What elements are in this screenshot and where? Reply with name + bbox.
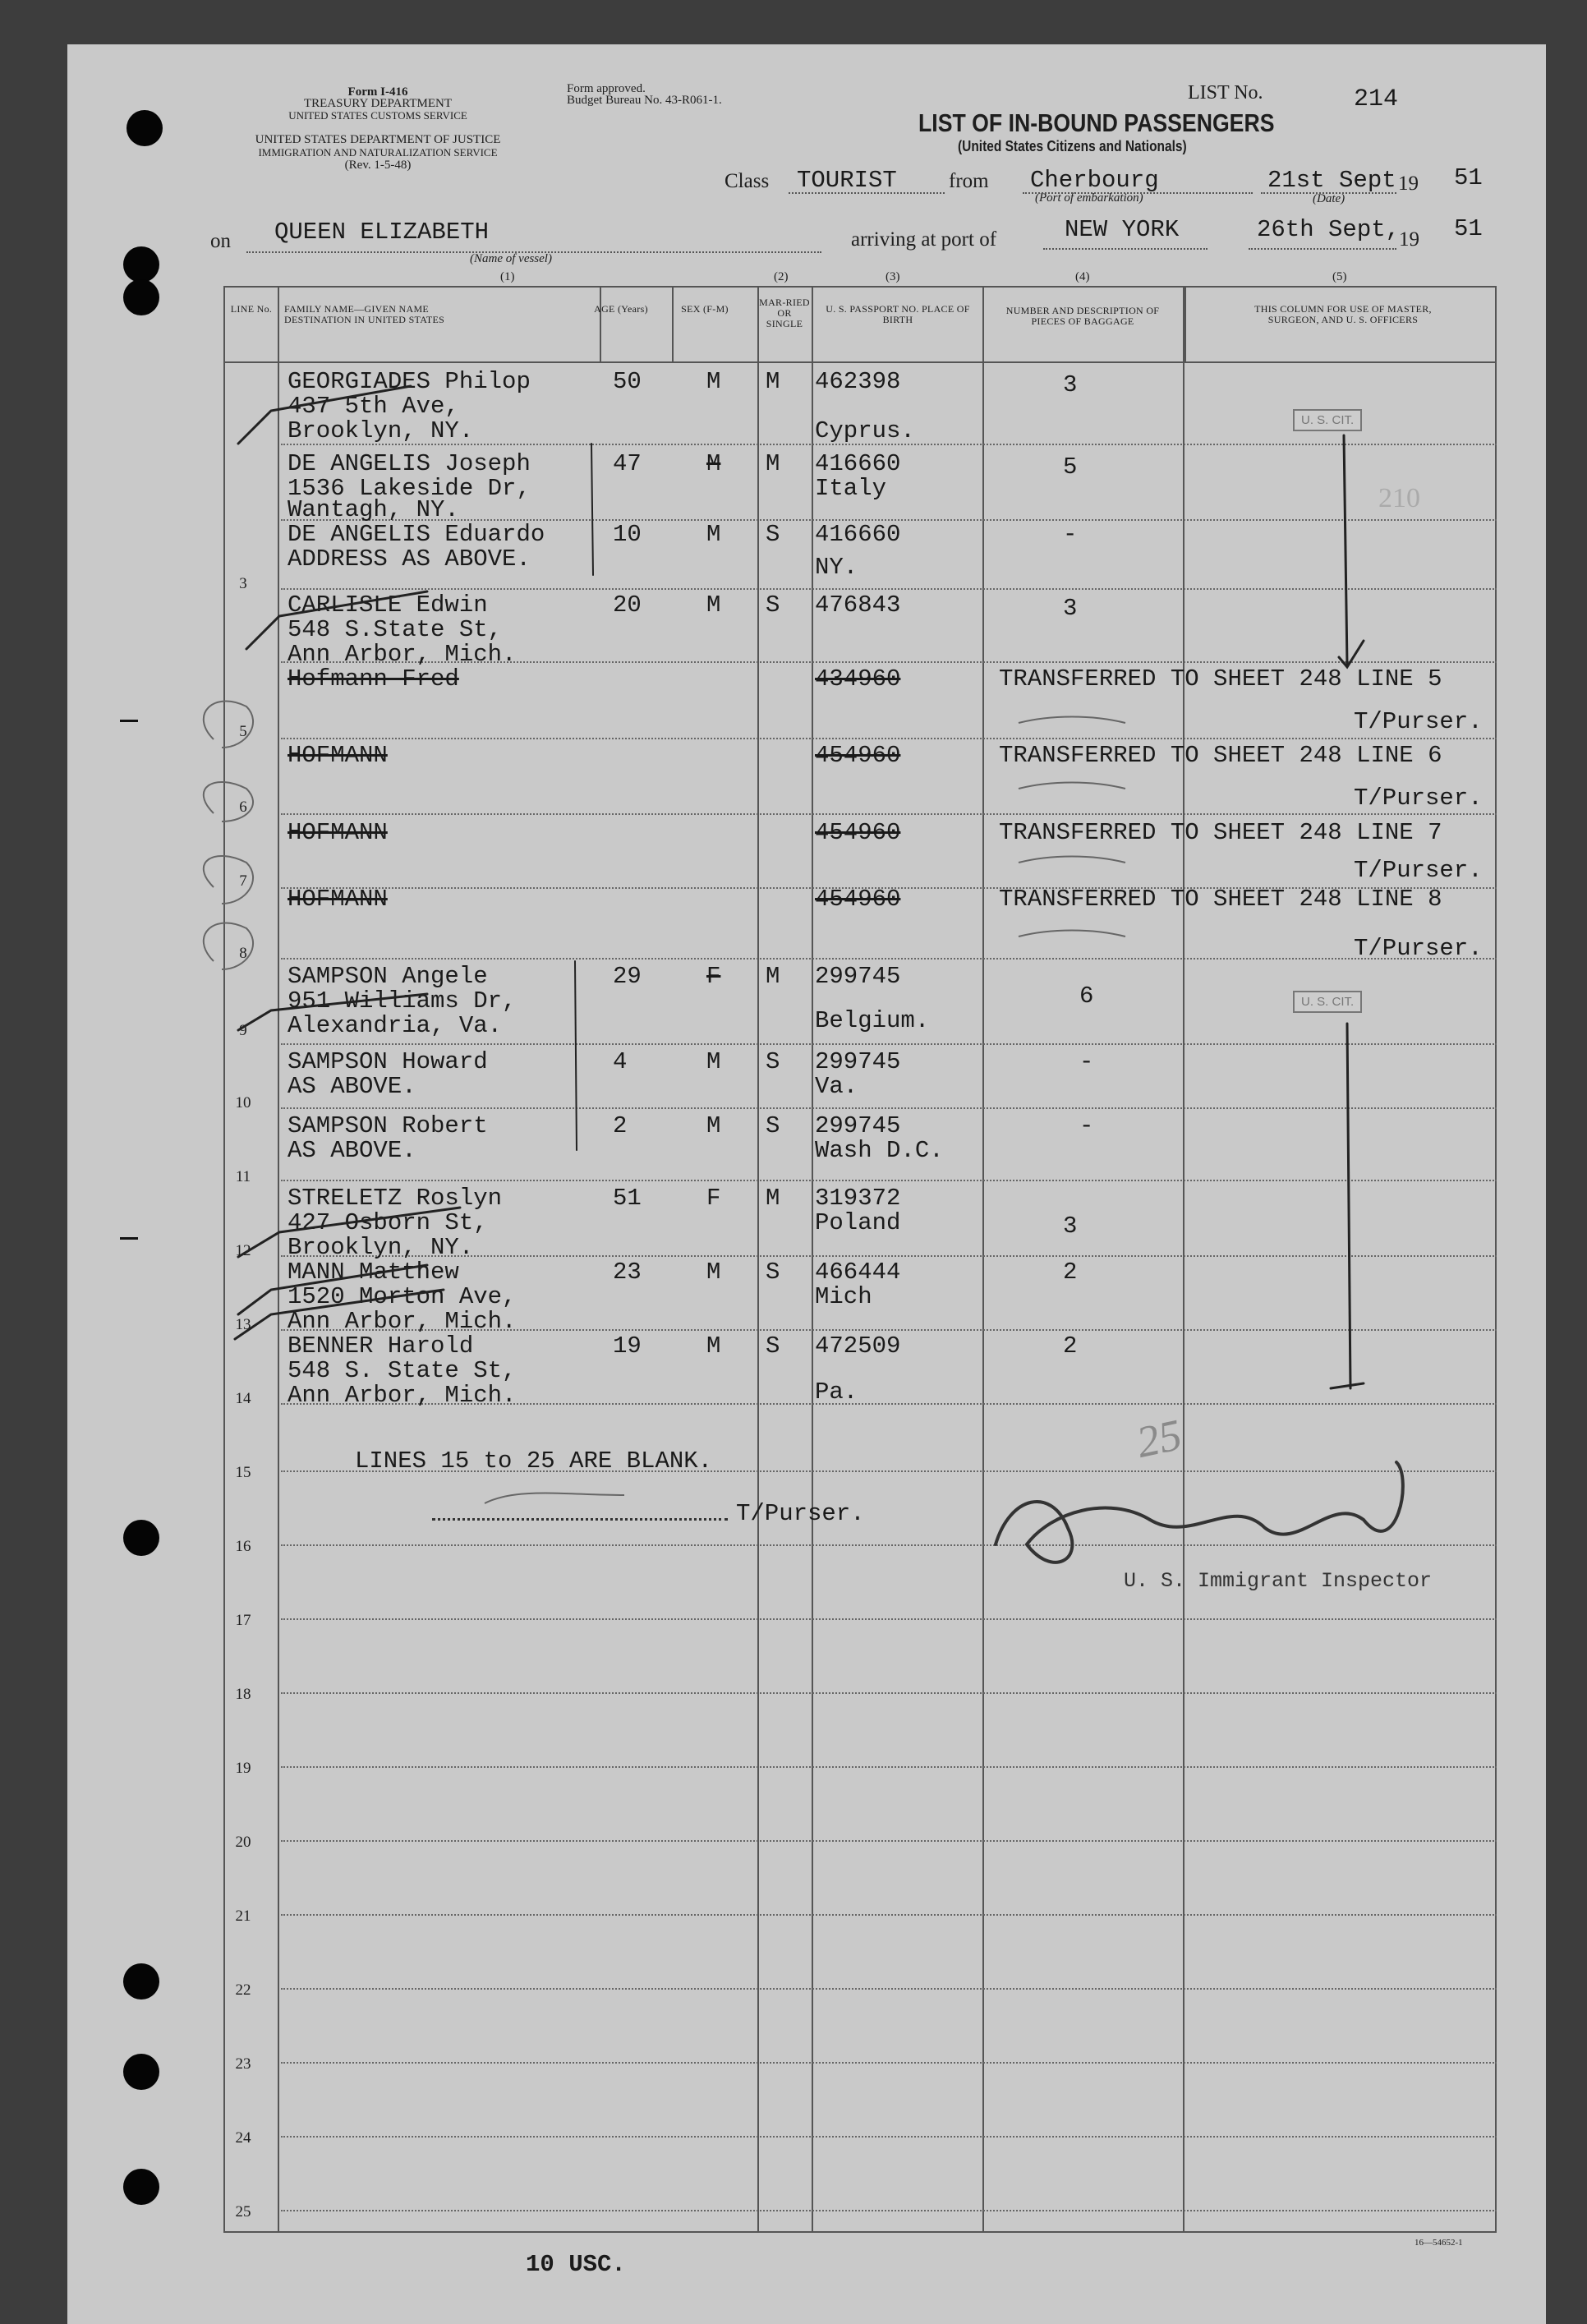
line-number: 23 <box>235 2055 251 2073</box>
passenger-address: Alexandria, Va. <box>288 1012 503 1039</box>
arrive-date: 26th Sept, <box>1257 216 1401 243</box>
arrival-port: NEW YORK <box>1065 216 1180 243</box>
passenger-address: 951 Williams Dr, <box>288 987 517 1015</box>
baggage-count: 5 <box>1063 453 1078 481</box>
on-label: on <box>210 230 231 252</box>
revision: (Rev. 1-5-48) <box>344 159 412 172</box>
form-approved: Form approved. <box>567 82 646 95</box>
passenger-name: Hofmann Fred <box>288 665 459 693</box>
print-code: 16—54652-1 <box>1414 2238 1463 2248</box>
line-number: 21 <box>235 1908 251 1925</box>
justice-dept: UNITED STATES DEPARTMENT OF JUSTICE <box>255 133 501 146</box>
line-number: 11 <box>235 1168 251 1185</box>
passenger-age: 19 <box>613 1332 642 1360</box>
depart-date: 21st Sept <box>1267 167 1396 194</box>
line-number: 9 <box>239 1022 247 1039</box>
passenger-sex: M <box>706 1048 721 1075</box>
list-no-label: LIST No. <box>1188 82 1263 104</box>
passenger-name: DE ANGELIS Eduardo <box>288 521 545 548</box>
passenger-age: 51 <box>613 1185 642 1212</box>
col-num-4: (4) <box>1075 270 1090 283</box>
handwritten-note: 25 <box>1132 1410 1186 1467</box>
embark-port: Cherbourg <box>1030 167 1159 194</box>
col-num-5: (5) <box>1332 270 1347 283</box>
treasury-dept: TREASURY DEPARTMENT <box>303 97 453 110</box>
passenger-age: 4 <box>613 1048 628 1075</box>
purser-signoff: T/Purser. <box>736 1500 865 1527</box>
depart-year: 51 <box>1454 164 1483 191</box>
col-header-name: FAMILY NAME—GIVEN NAME DESTINATION IN UNITED STATES <box>284 303 445 325</box>
passenger-address: 548 S. State St, <box>288 1357 517 1384</box>
passenger-sex: F <box>706 1185 721 1212</box>
baggage-count: 6 <box>1079 983 1094 1010</box>
line-number: 16 <box>235 1538 251 1555</box>
vessel-caption: (Name of vessel) <box>470 252 552 265</box>
passenger-address: Ann Arbor, Mich. <box>288 641 517 668</box>
passenger-age: 10 <box>613 521 642 548</box>
passenger-age: 23 <box>613 1259 642 1286</box>
passport-number: 472509 <box>815 1332 901 1360</box>
col-num-2: (2) <box>774 270 789 283</box>
customs-service: UNITED STATES CUSTOMS SERVICE <box>288 109 467 122</box>
col-header-line-no: LINE No. <box>230 303 273 315</box>
passenger-sex: M <box>706 450 721 477</box>
date-caption: (Date) <box>1313 192 1346 205</box>
baggage-count: 3 <box>1063 595 1078 622</box>
passenger-marital: S <box>766 591 780 619</box>
arriving-label: arriving at port of <box>851 228 997 251</box>
passenger-address: AS ABOVE. <box>288 1137 416 1164</box>
vessel-name: QUEEN ELIZABETH <box>274 219 490 246</box>
col-header-sex: SEX (F-M) <box>681 303 729 315</box>
passenger-name: HOFMANN <box>288 819 388 846</box>
col-header-baggage: NUMBER AND DESCRIPTION OF PIECES OF BAGGAGE <box>1005 305 1160 327</box>
passenger-sex: M <box>706 1259 721 1286</box>
passport-number: 466444 <box>815 1259 901 1286</box>
passenger-address: Brooklyn, NY. <box>288 1234 474 1261</box>
line-number: 15 <box>235 1464 251 1481</box>
baggage-count: 2 <box>1063 1259 1078 1286</box>
line-number: 7 <box>239 872 247 890</box>
passport-number: 454960 <box>815 742 901 769</box>
arrive-year-prefix: 19 <box>1399 228 1419 251</box>
line-number: 24 <box>235 2129 251 2147</box>
passenger-marital: S <box>766 1048 780 1075</box>
line-number: 8 <box>239 945 247 962</box>
us-citizen-stamp: U. S. CIT. <box>1293 991 1362 1013</box>
faint-number: 210 <box>1378 483 1420 513</box>
passport-number: 299745 <box>815 963 901 990</box>
line-number: 18 <box>235 1686 251 1703</box>
inspector-caption: U. S. Immigrant Inspector <box>1124 1569 1433 1593</box>
line-number: 6 <box>239 798 247 816</box>
passport-number: 434960 <box>815 665 901 693</box>
transfer-note: TRANSFERRED TO SHEET 248 LINE 5 <box>999 665 1442 693</box>
transfer-note: TRANSFERRED TO SHEET 248 LINE 6 <box>999 742 1442 769</box>
line-number: 19 <box>235 1760 251 1777</box>
passenger-marital: M <box>766 963 780 990</box>
passenger-marital: M <box>766 1185 780 1212</box>
passenger-address: 548 S.State St, <box>288 616 503 643</box>
baggage-count: - <box>1063 521 1078 548</box>
passenger-address: Ann Arbor, Mich. <box>288 1382 517 1409</box>
baggage-count: 2 <box>1063 1332 1078 1360</box>
passenger-address: ADDRESS AS ABOVE. <box>288 545 531 573</box>
passenger-address: 437 5th Ave, <box>288 393 459 420</box>
col-header-age: AGE (Years) <box>594 303 648 315</box>
passenger-address: AS ABOVE. <box>288 1073 416 1100</box>
transfer-note: TRANSFERRED TO SHEET 248 LINE 8 <box>999 886 1442 913</box>
passenger-sex: M <box>706 1112 721 1139</box>
blank-lines-note: LINES 15 to 25 ARE BLANK. <box>355 1447 713 1475</box>
line-number: 14 <box>235 1390 251 1407</box>
line-number: 17 <box>235 1612 251 1629</box>
transfer-note: TRANSFERRED TO SHEET 248 LINE 7 <box>999 819 1442 846</box>
purser-signoff: T/Purser. <box>1354 708 1483 735</box>
passenger-address: Brooklyn, NY. <box>288 417 474 444</box>
place-of-birth: Cyprus. <box>815 417 915 444</box>
baggage-count: 3 <box>1063 1213 1078 1240</box>
class-value: TOURIST <box>797 167 897 194</box>
passenger-age: 50 <box>613 368 642 395</box>
place-of-birth: NY. <box>815 554 858 581</box>
baggage-count: 3 <box>1063 371 1078 398</box>
page-subtitle: (United States Citizens and Nationals) <box>958 138 1187 154</box>
passport-number: 299745 <box>815 1048 901 1075</box>
place-of-birth: Poland <box>815 1209 901 1236</box>
place-of-birth: Va. <box>815 1073 858 1100</box>
passenger-name: STRELETZ Roslyn <box>288 1185 503 1212</box>
passport-number: 476843 <box>815 591 901 619</box>
passenger-address: Ann Arbor, Mich. <box>288 1308 517 1335</box>
place-of-birth: Belgium. <box>815 1007 930 1034</box>
passenger-name: DE ANGELIS Joseph <box>288 450 531 477</box>
passenger-name: HOFMANN <box>288 742 388 769</box>
passenger-name: SAMPSON Robert <box>288 1112 488 1139</box>
passenger-sex: M <box>706 521 721 548</box>
line-number: 22 <box>235 1981 251 1999</box>
passport-number: 454960 <box>815 886 901 913</box>
passenger-marital: S <box>766 1332 780 1360</box>
passenger-address: Wantagh, NY. <box>288 496 459 523</box>
line-number: 10 <box>235 1094 251 1111</box>
immigration-service: IMMIGRATION AND NATURALIZATION SERVICE <box>258 146 498 159</box>
passenger-age: 20 <box>613 591 642 619</box>
arrive-year: 51 <box>1454 215 1483 242</box>
depart-year-prefix: 19 <box>1398 173 1419 195</box>
line-number: 12 <box>235 1242 251 1259</box>
passport-number: 319372 <box>815 1185 901 1212</box>
page-title: LIST OF IN-BOUND PASSENGERS <box>918 108 1275 137</box>
passport-number: 462398 <box>815 368 901 395</box>
passenger-address: 427 Osborn St, <box>288 1209 488 1236</box>
passenger-sex: M <box>706 368 721 395</box>
place-of-birth: Mich <box>815 1283 872 1310</box>
place-of-birth: Wash D.C. <box>815 1137 944 1164</box>
purser-signoff: T/Purser. <box>1354 857 1483 884</box>
baggage-count: - <box>1079 1112 1094 1139</box>
from-label: from <box>949 170 989 192</box>
bottom-code: 10 USC. <box>526 2251 626 2278</box>
baggage-count: - <box>1079 1048 1094 1075</box>
passenger-address: 1536 Lakeside Dr, <box>288 475 531 502</box>
passport-number: 299745 <box>815 1112 901 1139</box>
col-num-1: (1) <box>500 270 515 283</box>
list-no: 214 <box>1354 85 1399 113</box>
passenger-age: 47 <box>613 450 642 477</box>
passenger-address: 1520 Morton Ave, <box>288 1283 517 1310</box>
passport-number: 416660 <box>815 450 901 477</box>
place-of-birth: Pa. <box>815 1378 858 1406</box>
passenger-marital: S <box>766 1112 780 1139</box>
line-number: 20 <box>235 1834 251 1851</box>
passenger-name: SAMPSON Howard <box>288 1048 488 1075</box>
passenger-age: 29 <box>613 963 642 990</box>
form-number: Form I-416 <box>347 85 408 99</box>
line-number: 25 <box>235 2203 251 2220</box>
passenger-name: HOFMANN <box>288 886 388 913</box>
embark-caption: (Port of embarkation) <box>1035 191 1143 205</box>
col-header-marital: MAR-RIED OR SINGLE <box>759 297 810 329</box>
passenger-marital: S <box>766 521 780 548</box>
purser-signoff: T/Purser. <box>1354 935 1483 962</box>
budget-bureau: Budget Bureau No. 43-R061-1. <box>567 94 722 107</box>
col-num-3: (3) <box>886 270 900 283</box>
passenger-name: CARLISLE Edwin <box>288 591 488 619</box>
us-citizen-stamp: U. S. CIT. <box>1293 409 1362 431</box>
passenger-sex: F <box>706 963 721 990</box>
passport-number: 416660 <box>815 521 901 548</box>
col-header-passport: U. S. PASSPORT NO. PLACE OF BIRTH <box>826 303 970 325</box>
passenger-sex: M <box>706 591 721 619</box>
passenger-marital: M <box>766 450 780 477</box>
line-number: 5 <box>239 723 247 740</box>
passenger-name: SAMPSON Angele <box>288 963 488 990</box>
passport-number: 454960 <box>815 819 901 846</box>
passenger-name: BENNER Harold <box>288 1332 474 1360</box>
passenger-marital: S <box>766 1259 780 1286</box>
passenger-age: 2 <box>613 1112 628 1139</box>
passenger-sex: M <box>706 1332 721 1360</box>
line-number: 3 <box>239 575 247 592</box>
passenger-marital: M <box>766 368 780 395</box>
line-number: 13 <box>235 1316 251 1333</box>
passenger-name: MANN Matthew <box>288 1259 459 1286</box>
col-header-officers: THIS COLUMN FOR USE OF MASTER, SURGEON, AND U. S. OFFICERS <box>1254 303 1432 325</box>
class-label: Class <box>724 170 770 192</box>
place-of-birth: Italy <box>815 475 887 502</box>
purser-signoff: T/Purser. <box>1354 785 1483 812</box>
passenger-name: GEORGIADES Philop <box>288 368 531 395</box>
